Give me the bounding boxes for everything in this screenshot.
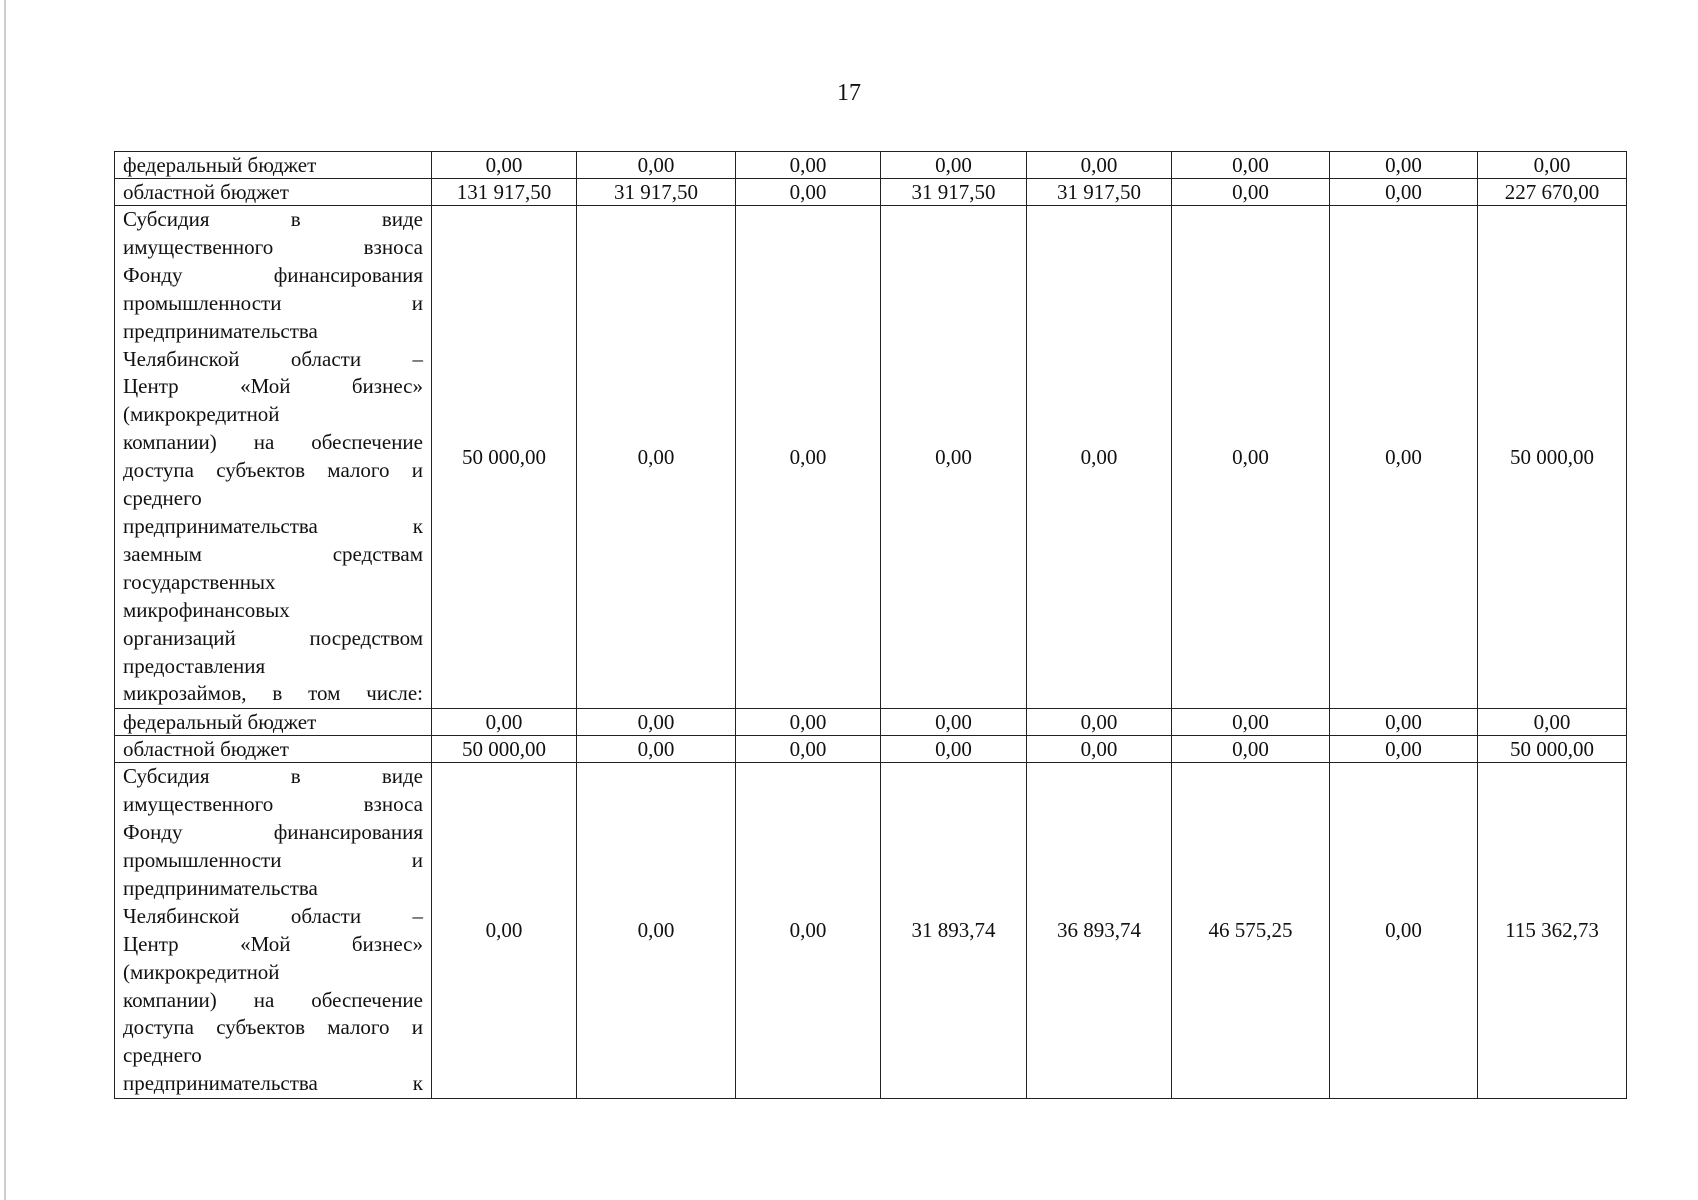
desc-word: Челябинской [123,346,240,371]
desc-line [123,819,423,847]
desc-word: и [411,1015,423,1040]
value-cell: 50 000,00 [432,206,577,709]
desc-word: области [290,903,362,928]
desc-line [123,429,423,457]
desc-word: Субсидия [123,207,210,231]
value-cell: 0,00 [432,763,577,1099]
desc-word: предпринимательства [123,1071,318,1096]
value-cell: 0,00 [1027,736,1172,763]
value-cell: 0,00 [736,763,881,1099]
value-cell: 0,00 [577,152,736,179]
value-cell: 0,00 [1330,709,1478,736]
value-cell: 0,00 [881,736,1027,763]
desc-line: (микрокредитной [123,402,280,427]
table-row [115,206,1627,709]
desc-line [123,791,423,819]
row-description [115,206,432,709]
desc-line: микрофинансовых [123,597,290,622]
desc-line: предпринимательства [123,318,318,343]
desc-line: среднего [123,486,202,511]
table-row [115,152,1627,179]
desc-line: государственных [123,569,276,594]
value-cell: 0,00 [736,709,881,736]
value-cell: 0,00 [577,206,736,709]
desc-line [123,1014,423,1042]
desc-word: финансирования [273,262,423,287]
desc-word: предпринимательства [123,513,318,538]
value-cell: 46 575,25 [1172,763,1330,1099]
value-cell: 31 893,74 [881,763,1027,1099]
value-cell: 0,00 [1330,152,1478,179]
total-cell: 50 000,00 [1478,736,1627,763]
row-description [115,763,432,1099]
value-cell: 0,00 [1027,152,1172,179]
desc-word: на [253,430,275,455]
desc-line [123,513,423,541]
row-label: областной бюджет [115,736,432,763]
desc-word: посредством [309,625,423,650]
desc-line [123,931,423,959]
value-cell: 0,00 [1330,736,1478,763]
desc-word: имущественного [123,234,274,259]
value-cell: 0,00 [1172,709,1330,736]
desc-line: предоставления [123,653,266,678]
value-cell: 0,00 [881,152,1027,179]
desc-word: и [411,290,423,315]
desc-line [123,234,423,262]
desc-line [123,625,423,653]
total-cell: 0,00 [1478,709,1627,736]
desc-word: к [412,1071,423,1096]
table-row [115,763,1627,1099]
desc-word: виде [381,764,423,789]
desc-word: субъектов [216,458,306,483]
desc-line: среднего [123,1043,202,1068]
desc-word: области [290,346,362,371]
value-cell: 0,00 [736,736,881,763]
desc-line [123,262,423,290]
value-cell: 0,00 [881,709,1027,736]
row-label: федеральный бюджет [115,152,432,179]
value-cell: 0,00 [1172,152,1330,179]
desc-line [123,847,423,875]
desc-word: к [412,513,423,538]
total-cell: 227 670,00 [1478,179,1627,206]
value-cell: 0,00 [577,709,736,736]
desc-word: Челябинской [123,903,240,928]
value-cell: 0,00 [1172,206,1330,709]
value-cell: 0,00 [1330,763,1478,1099]
row-label: федеральный бюджет [115,709,432,736]
desc-word: «Мой [240,374,291,399]
value-cell: 0,00 [1330,179,1478,206]
desc-line: (микрокредитной [123,959,280,984]
desc-line: микрозаймов, в том числе: [123,681,423,706]
desc-line [123,457,423,485]
desc-line [123,987,423,1015]
desc-word: Центр [123,931,179,956]
desc-word: субъектов [216,1015,306,1040]
table-row [115,179,1627,206]
value-cell: 31 917,50 [577,179,736,206]
desc-word: средствам [332,541,423,566]
desc-word: на [253,987,275,1012]
desc-word: «Мой [240,931,291,956]
desc-word: Фонду [123,820,183,845]
desc-line [123,373,423,401]
desc-word: доступа [123,458,194,483]
desc-word: взноса [363,234,423,259]
desc-line [123,903,423,931]
desc-word: в [290,764,301,789]
desc-word: доступа [123,1015,194,1040]
desc-line [123,206,423,234]
desc-word: взноса [363,792,423,817]
page-number: 17 [837,80,861,106]
value-cell: 0,00 [577,736,736,763]
desc-word: промышленности [123,848,282,873]
value-cell: 0,00 [1172,179,1330,206]
desc-word: имущественного [123,792,274,817]
desc-word: Фонду [123,262,183,287]
desc-line [123,346,423,374]
total-cell: 0,00 [1478,152,1627,179]
desc-word: – [412,903,423,928]
table-row [115,736,1627,763]
desc-word: бизнес» [351,374,423,399]
value-cell: 0,00 [1330,206,1478,709]
value-cell: 36 893,74 [1027,763,1172,1099]
budget-table [114,151,1627,1099]
desc-word: компании) [123,430,217,455]
desc-word: бизнес» [351,931,423,956]
total-cell: 50 000,00 [1478,206,1627,709]
desc-word: в [290,207,301,231]
desc-word: обеспечение [311,987,423,1012]
desc-word: Субсидия [123,764,210,789]
desc-line [123,1070,423,1098]
row-label: областной бюджет [115,179,432,206]
value-cell: 0,00 [736,179,881,206]
desc-word: малого [327,458,390,483]
desc-word: организаций [123,625,236,650]
desc-word: заемным [123,541,202,566]
desc-word: и [411,458,423,483]
total-cell: 115 362,73 [1478,763,1627,1099]
desc-word: обеспечение [311,430,423,455]
value-cell: 0,00 [432,709,577,736]
desc-word: – [412,346,423,371]
value-cell: 0,00 [1027,709,1172,736]
value-cell: 0,00 [736,152,881,179]
value-cell: 0,00 [881,206,1027,709]
desc-word: промышленности [123,290,282,315]
value-cell: 0,00 [577,763,736,1099]
table-row [115,709,1627,736]
value-cell: 0,00 [432,152,577,179]
desc-word: компании) [123,987,217,1012]
desc-word: и [411,848,423,873]
value-cell: 0,00 [736,206,881,709]
desc-word: Центр [123,374,179,399]
desc-word: финансирования [273,820,423,845]
desc-line [123,763,423,791]
value-cell: 0,00 [1172,736,1330,763]
desc-line [123,290,423,318]
desc-word: малого [327,1015,390,1040]
value-cell: 50 000,00 [432,736,577,763]
desc-line [123,541,423,569]
value-cell: 31 917,50 [1027,179,1172,206]
value-cell: 31 917,50 [881,179,1027,206]
desc-line: предпринимательства [123,875,318,900]
value-cell: 0,00 [1027,206,1172,709]
desc-word: виде [381,207,423,231]
scan-edge [4,0,6,1200]
value-cell: 131 917,50 [432,179,577,206]
